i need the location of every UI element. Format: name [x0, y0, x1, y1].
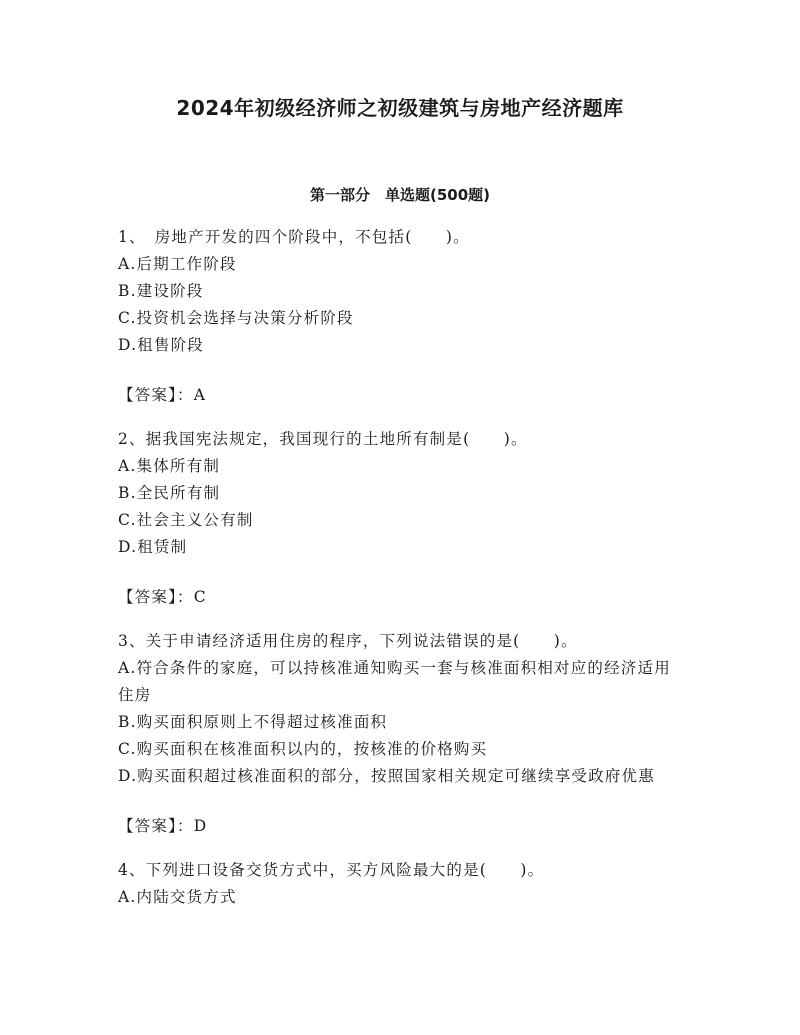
question-1	[118, 224, 678, 409]
option-b: B.全民所有制	[118, 484, 221, 502]
question-stem: 1、 房地产开发的四个阶段中，不包括( )。	[118, 228, 470, 246]
option-d: D.租售阶段	[118, 336, 205, 354]
question-stem: 4、下列进口设备交货方式中，买方风险最大的是( )。	[118, 861, 545, 879]
answer-line: 【答案】：C	[118, 588, 207, 606]
option-b: B.购买面积原则上不得超过核准面积	[118, 713, 388, 731]
question-list	[118, 224, 678, 911]
question-3	[118, 628, 678, 840]
option-a: A.后期工作阶段	[118, 255, 237, 273]
option-d: D.购买面积超过核准面积的部分，按照国家相关规定可继续享受政府优惠	[118, 767, 655, 785]
option-a: A.符合条件的家庭，可以持核准通知购买一套与核准面积相对应的经济适用住房	[118, 659, 671, 704]
question-stem: 3、关于申请经济适用住房的程序，下列说法错误的是( )。	[118, 632, 578, 650]
option-c: C.投资机会选择与决策分析阶段	[118, 309, 354, 327]
answer-line: 【答案】：A	[118, 386, 207, 404]
option-a: A.内陆交货方式	[118, 888, 237, 906]
answer-line: 【答案】：D	[118, 817, 208, 835]
question-stem: 2、据我国宪法规定，我国现行的土地所有制是( )。	[118, 430, 528, 448]
option-d: D.租赁制	[118, 538, 188, 556]
document-title: 2024年初级经济师之初级建筑与房地产经济题库	[176, 96, 624, 120]
section-heading: 第一部分 单选题(500题)	[309, 186, 491, 204]
option-c: C.社会主义公有制	[118, 511, 254, 529]
question-4	[118, 857, 678, 911]
question-2	[118, 426, 678, 611]
option-b: B.建设阶段	[118, 282, 204, 300]
option-a: A.集体所有制	[118, 457, 221, 475]
option-c: C.购买面积在核准面积以内的，按核准的价格购买	[118, 740, 488, 758]
